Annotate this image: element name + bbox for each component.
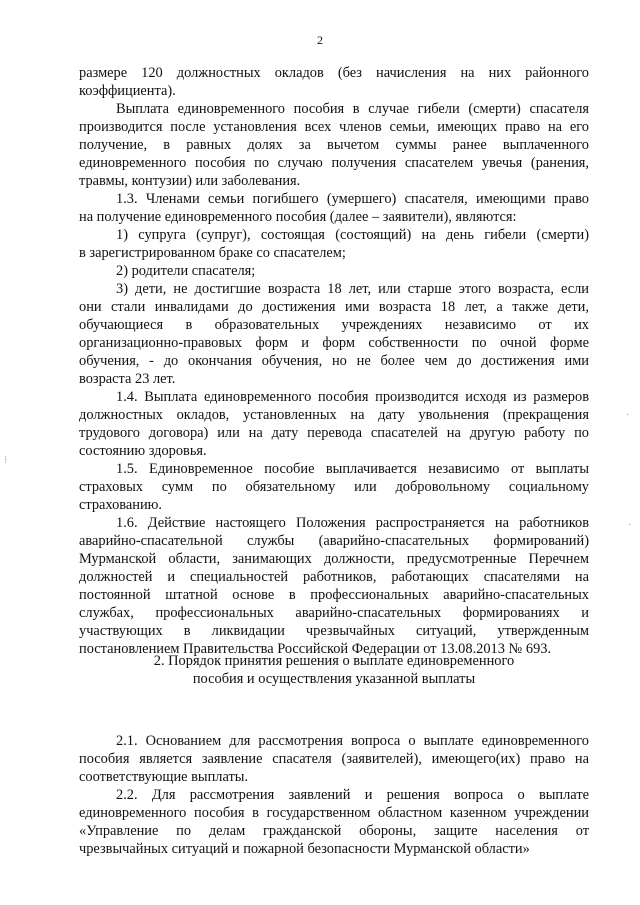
paragraph-line: 2) родители спасателя; [116, 263, 256, 279]
paragraph-line: трудового договора) или на дату перевода спасателей на другую работу по [79, 425, 589, 441]
paragraph-line: состоянию здоровья. [79, 443, 207, 459]
paragraph-line: 1.6. Действие настоящего Положения распространяется на работников [116, 515, 589, 531]
paragraph-line: в зарегистрированном браке со спасателем; [79, 245, 346, 261]
paragraph-line: возраста 23 лет. [79, 371, 176, 387]
paragraph-line: коэффициента). [79, 83, 176, 99]
paragraph-line: чрезвычайных ситуаций и пожарной безопасности Мурманской области» [79, 841, 530, 857]
scan-speck: · [626, 410, 630, 421]
paragraph-line: на получение единовременного пособия (далее – заявители), являются: [79, 209, 517, 225]
scan-speck: · [628, 520, 632, 531]
paragraph-line: 1.3. Членами семьи погибшего (умершего) спасателя, имеющими право [116, 191, 589, 207]
paragraph-line: постоянной штатной основе в профессиональных аварийно-спасательных [79, 587, 589, 603]
paragraph-line: «Управление по делам гражданской обороны, защите населения от [79, 823, 589, 839]
paragraph-line: 1.4. Выплата единовременного пособия производится исходя из размеров [116, 389, 589, 405]
paragraph-line: пособия является заявление спасателя (заявителей), имеющего(их) право на [79, 751, 589, 767]
paragraph-line: единовременного пособия по случаю получения спасателем увечья (ранения, [79, 155, 589, 171]
paragraph-line: соответствующие выплаты. [79, 769, 249, 785]
paragraph-line: единовременного пособия в государственном областном казенном учреждении [79, 805, 589, 821]
paragraph-line: размере 120 должностных окладов (без начисления на них районного [79, 65, 589, 81]
section-heading-line: пособия и осуществления указанной выплаты [192, 671, 476, 687]
section-heading-line: 2. Порядок принятия решения о выплате единовременного [153, 653, 515, 669]
paragraph-line: должностей и специальностей работников, работающих спасателями на [79, 569, 589, 585]
paragraph-line: получение, в равных долях за вычетом суммы ранее выплаченного [79, 137, 589, 153]
paragraph-line: травмы, контузии) или заболевания. [79, 173, 301, 189]
paragraph-line: страховых сумм по обязательному или добровольному социальному [79, 479, 589, 495]
paragraph-line: обучения, - до окончания обучения, но не более чем до достижения ими [79, 353, 589, 369]
paragraph-line: 2.1. Основанием для рассмотрения вопроса о выплате единовременного [116, 733, 589, 749]
paragraph-line: должностных окладов, установленных на дату увольнения (прекращения [79, 407, 589, 423]
paragraph-line: 3) дети, не достигшие возраста 18 лет, или старше этого возраста, если [116, 281, 589, 297]
paragraph-line: участвующих в ликвидации чрезвычайных ситуаций, утвержденным [79, 623, 589, 639]
paragraph-line: 1.5. Единовременное пособие выплачивается независимо от выплаты [116, 461, 589, 477]
page-number: 2 [317, 33, 323, 47]
paragraph-line: обучающиеся в образовательных учреждениях независимо от их [79, 317, 589, 333]
paragraph-line: Выплата единовременного пособия в случае гибели (смерти) спасателя [116, 101, 589, 117]
paragraph-line: аварийно-спасательной службы (аварийно-спасательных формирований) [79, 533, 589, 549]
paragraph-line: 1) супруга (супруг), состоящая (состоящий) на день гибели (смерти) [116, 227, 589, 243]
paragraph-line: страхованию. [79, 497, 163, 513]
paragraph-line: постановлением Правительства Российской Федерации от 13.08.2013 № 693. [79, 641, 552, 657]
paragraph-line: они стали инвалидами до достижения ими возраста 18 лет, а также дети, [79, 299, 589, 315]
scan-speck: ⁝ [4, 455, 8, 466]
paragraph-line: службах, профессиональных аварийно-спасательных формированиях и [79, 605, 589, 621]
paragraph-line: Мурманской области, занимающих должности, предусмотренные Перечнем [79, 551, 589, 567]
paragraph-line: производится после установления всех членов семьи, имеющих право на его [79, 119, 589, 135]
paragraph-line: организационно-правовых форм и форм собственности по очной форме [79, 335, 589, 351]
paragraph-line: 2.2. Для рассмотрения заявлений и решения вопроса о выплате [116, 787, 589, 803]
